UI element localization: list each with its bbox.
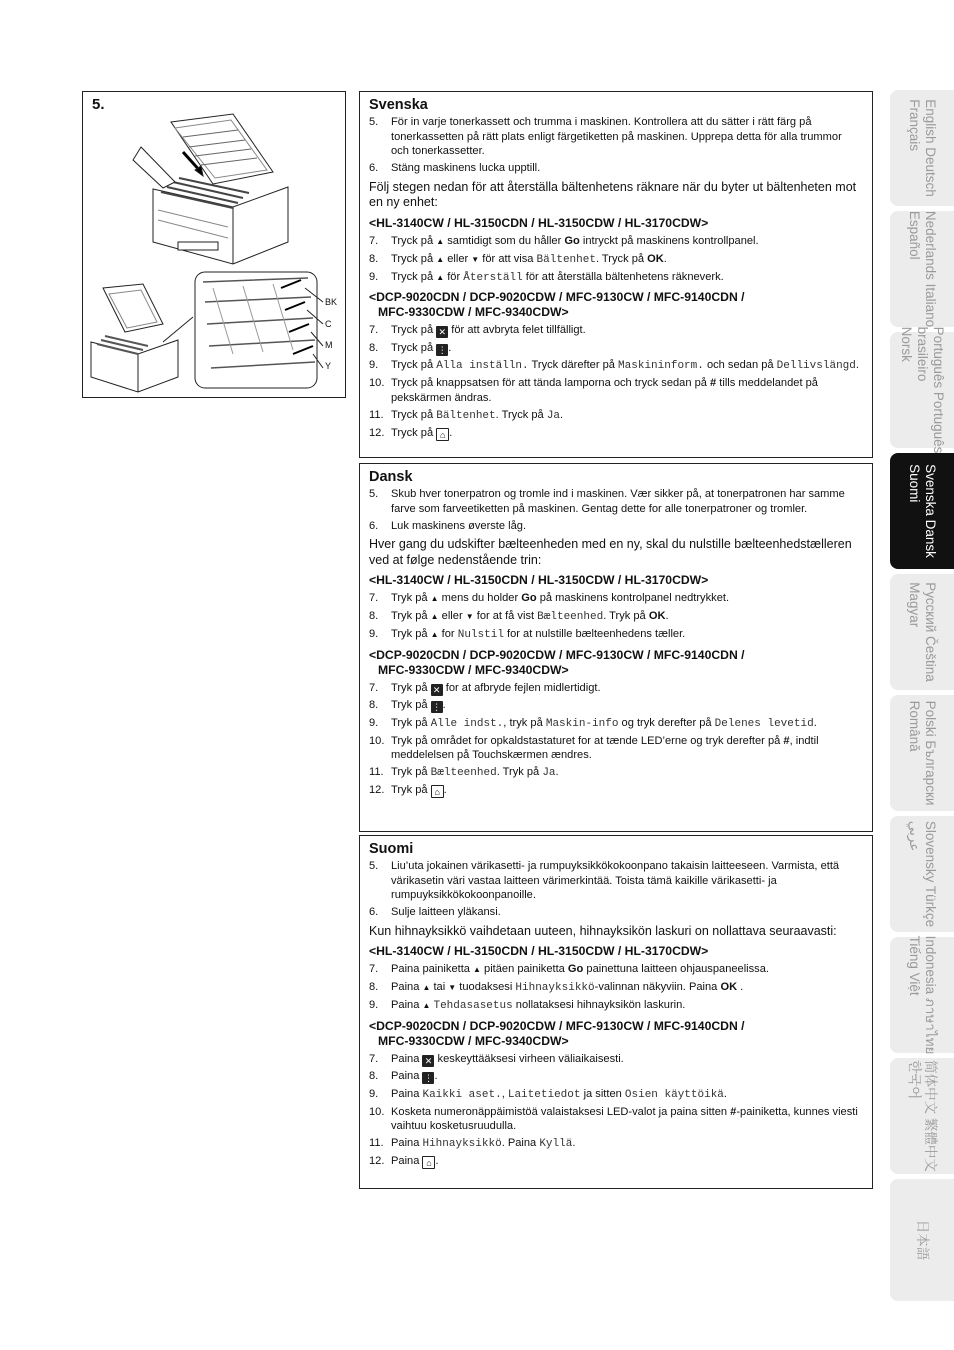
language-tab-label (906, 99, 938, 197)
step-text: for at afbryde fejlen midlertidigt. (442, 681, 601, 694)
step-number: 12. (369, 784, 385, 796)
step-number: 7. (369, 1052, 379, 1065)
language-tab[interactable] (890, 326, 954, 454)
step-number: 7. (369, 592, 379, 604)
language-tab[interactable] (890, 937, 954, 1053)
step-number: 10. (369, 377, 385, 389)
menu-key-icon: ⋮ (432, 702, 442, 712)
lcd-text: Maskininform. (618, 360, 704, 372)
step-bold: OK (648, 610, 666, 622)
step-list (369, 1052, 862, 1170)
down-arrow-icon: ▼ (465, 612, 474, 621)
model-line: MFC-9330CDW / MFC-9340CDW> (378, 662, 569, 677)
step-number: 9. (369, 999, 379, 1011)
up-arrow-icon: ▲ (430, 612, 439, 621)
step-text: , tryk på (503, 716, 546, 729)
up-arrow-icon: ▲ (430, 594, 439, 603)
lcd-text: Bältenhet (436, 409, 496, 422)
language-tab[interactable] (890, 1058, 954, 1174)
step-bold: Go (564, 234, 580, 247)
model-heading-hl: <HL-3140CW / HL-3150CDN / HL-3150CDW / HL-3170CDW> (369, 215, 709, 230)
step-text: . (560, 408, 564, 421)
language-tab[interactable] (890, 695, 954, 811)
up-arrow-icon: ▲ (436, 236, 445, 246)
model-line: MFC-9330CDW / MFC-9340CDW> (378, 305, 569, 319)
up-arrow-icon: ▲ (422, 1001, 431, 1010)
step-item (369, 358, 862, 374)
step-text: för att visa (479, 252, 537, 265)
step-text: . Tryk på (496, 766, 543, 778)
step-item (369, 716, 862, 732)
step-bold: Go (521, 592, 537, 604)
step-item (369, 426, 862, 441)
cancel-key-icon: ✕ (422, 1055, 434, 1067)
step-item (369, 1154, 862, 1169)
language-name: Svenska Dansk (923, 464, 938, 558)
step-text: Tryk på (391, 628, 431, 640)
language-name: Nederlands Italiano (923, 210, 938, 328)
step-list (369, 323, 862, 441)
step-item (369, 323, 862, 338)
language-tab[interactable] (890, 1179, 954, 1301)
language-name: Norsk (899, 326, 914, 362)
menu-key-icon: ⋮ (423, 1073, 433, 1083)
down-arrow-icon: ▼ (448, 983, 457, 992)
step-text: Tryck på (391, 234, 437, 247)
step-text: Tryk på området for opkaldstastaturet for at tænde LED’erne og tryk derefter på (391, 734, 784, 747)
section-title: Dansk (369, 469, 413, 485)
step-text: för (444, 270, 464, 283)
section-dansk (359, 463, 873, 832)
model-heading-hl: <HL-3140CW / HL-3150CDN / HL-3150CDW / HL-3170CDW> (369, 573, 709, 587)
lcd-text: Delenes levetid (714, 717, 814, 730)
step-text: for (438, 628, 458, 640)
step-text: . (555, 766, 559, 778)
step-text: För in varje tonerkassett och trumma i maskinen. Kontrollera att du sätter i rätt färg på tonerkassetten på rätt plats enligt färgetiketten på maskinen. Upprepa detta för alla trummor och tonerkassetter. (391, 116, 842, 157)
up-arrow-icon: ▲ (436, 272, 445, 282)
step-text: Stäng maskinens lucka upptill. (391, 162, 541, 174)
language-tab-label (906, 701, 938, 806)
callout-y: Y (325, 361, 332, 371)
cancel-key-icon: ✕ (431, 684, 443, 696)
callout-bk: BK (325, 297, 338, 307)
step-bold: Go (567, 963, 584, 975)
home-key-icon: ⌂ (431, 785, 444, 798)
step-item (369, 519, 862, 534)
step-text: tai (430, 981, 449, 993)
step-text: Tryck därefter på (528, 359, 619, 371)
up-arrow-icon: ▲ (436, 254, 445, 264)
step-text: Luk maskinens øverste låg. (391, 519, 527, 532)
lcd-text: Kaikki aset. (422, 1088, 502, 1101)
step-text: Tryck på (391, 426, 437, 439)
step-item (369, 234, 862, 250)
step-item (369, 376, 862, 405)
step-text: Paina (391, 1155, 423, 1167)
step-text: Paina painiketta (391, 963, 474, 975)
step-number: 11. (369, 1137, 384, 1149)
intro-paragraph: Hver gang du udskifter bælteenheden med en ny, skal du nulstille bælteenhedstælleren ved at følge nedenstående trin: (369, 537, 852, 567)
step-text: Paina (391, 1052, 423, 1065)
step-list (369, 591, 862, 643)
language-tab-label (914, 1220, 930, 1261)
language-name: Français (907, 99, 922, 151)
step-text: . (663, 252, 667, 265)
step-item (369, 341, 862, 356)
language-name: عربي (907, 820, 922, 852)
step-text: Paina (391, 999, 423, 1011)
step-item (369, 905, 862, 920)
step-text: Tryck på (391, 341, 437, 354)
language-tab-label (906, 936, 938, 1055)
step-text: , (501, 1087, 508, 1100)
step-bold: # (783, 734, 790, 747)
step-text: för att avbryta felet tillfälligt. (448, 324, 586, 336)
step-number: 8. (369, 699, 379, 711)
language-name: Indonesia ภาษาไทย (923, 935, 938, 1055)
language-name: 日本語 (915, 1219, 930, 1261)
step-text: samtidigt som du håller (444, 234, 565, 247)
step-text: Liu’uta jokainen värikasetti- ja rumpuyksikkökokoonpano takaisin laitteeseen. Varmista, että värikasetin väri vastaa laitteen värimerkintää. Toista tämä kaikille värikasetti- ja rumpuyksikkökokoonpanoille. (391, 860, 840, 901)
step-text: pitäen painiketta (480, 963, 568, 975)
step-item (369, 765, 862, 781)
lcd-text: Bælteenhed (430, 767, 497, 779)
lcd-text: Nulstil (457, 629, 504, 641)
step-item (369, 627, 862, 643)
language-tab[interactable] (890, 453, 954, 569)
step-text: . (449, 426, 453, 439)
step-list (369, 681, 862, 799)
step-bold: OK (720, 981, 738, 993)
step-bold: # (730, 1105, 737, 1118)
language-tab[interactable] (890, 90, 954, 206)
step-number: 12. (369, 426, 385, 439)
language-name: 한국어 (907, 1060, 922, 1100)
step-number: 8. (369, 1070, 379, 1082)
step-number: 5. (369, 488, 379, 500)
language-name: Suomi (907, 464, 922, 503)
step-text: Tryck på knappsatsen för att tända lamporna och tryck sedan på (391, 377, 711, 389)
step-number: 12. (369, 1155, 385, 1167)
language-tab-label (906, 211, 938, 327)
step-text: . (442, 699, 446, 711)
step-text: . (855, 359, 859, 371)
language-tab[interactable] (890, 574, 954, 690)
model-line: MFC-9330CDW / MFC-9340CDW> (378, 1033, 569, 1048)
step-figure (82, 91, 346, 398)
step-number: 7. (369, 234, 379, 247)
step-number: 6. (369, 906, 379, 918)
step-text: -valinnan näkyviin. Paina (594, 981, 721, 993)
step-item (369, 783, 862, 798)
step-number: 10. (369, 734, 385, 747)
language-name: 简体中文 繁體中文 (923, 1060, 938, 1172)
step-number: 9. (369, 270, 379, 283)
step-number: 5. (369, 860, 379, 872)
lcd-text: Alle indst. (430, 717, 504, 730)
step-number: 8. (369, 252, 379, 265)
language-tab[interactable] (890, 211, 954, 327)
step-text: painettuna laitteen ohjauspaneelissa. (583, 963, 769, 975)
lcd-text: Osien käyttöikä (624, 1088, 724, 1101)
language-tab[interactable] (890, 816, 954, 932)
language-name: English Deutsch (923, 99, 938, 197)
step-text: , indtil meddelelsen på Touchskærmen ændres. (391, 734, 819, 761)
step-text: -painiketta, kunnes viesti vaihtuu kosketusruudulla. (391, 1105, 858, 1132)
step-text: Tryk på (391, 681, 431, 694)
lcd-text: Maskin-info (545, 717, 619, 730)
callout-c: C (325, 319, 332, 329)
model-heading-hl: <HL-3140CW / HL-3150CDN / HL-3150CDW / HL-3170CDW> (369, 944, 709, 958)
language-tab-label (906, 582, 938, 682)
step-text: nollataksesi hihnayksikön laskurin. (512, 999, 686, 1011)
lcd-text: Kyllä (539, 1138, 573, 1150)
step-text: . (723, 1087, 728, 1100)
model-line: <DCP-9020CDN / DCP-9020CDW / MFC-9130CW / MFC-9140CDN / (369, 1018, 745, 1033)
lcd-text: Tehdasasetus (433, 1000, 513, 1012)
step-text: och sedan på (703, 359, 777, 371)
section-suomi (359, 835, 873, 1189)
step-item (369, 734, 862, 763)
model-heading-dcp (369, 1019, 862, 1049)
step-number: 11. (369, 408, 384, 421)
language-name: Español (907, 210, 922, 260)
step-text: . (813, 716, 817, 729)
step-text: . (572, 1137, 576, 1149)
step-item (369, 998, 862, 1014)
step-number: 5. (369, 116, 379, 128)
step-text: Tryck på (391, 324, 437, 336)
model-heading-dcp (369, 648, 862, 678)
step-item (369, 270, 862, 286)
step-text: . Paina (501, 1137, 540, 1149)
down-arrow-icon: ▼ (471, 254, 480, 264)
step-text: . (665, 610, 669, 622)
step-text: for at få vist (473, 610, 538, 622)
lcd-text: Dellivslängd (776, 360, 856, 372)
section-title: Svenska (369, 97, 428, 113)
step-number: 7. (369, 681, 379, 694)
language-name: Slovensky Türkçe (923, 820, 938, 928)
step-text: Sulje laitteen yläkansi. (391, 906, 501, 918)
step-text: Tryk på (391, 716, 431, 729)
step-text: eller (444, 252, 472, 265)
step-text: mens du holder (438, 592, 522, 604)
language-tab-label (898, 327, 946, 454)
language-name: Русский Čeština (923, 582, 938, 682)
lcd-text: Bältenhet (536, 253, 596, 266)
step-text: Tryck på (391, 252, 437, 265)
step-text: eller (438, 610, 466, 622)
step-text: . Tryk på (603, 610, 649, 622)
model-line: <DCP-9020CDN / DCP-9020CDW / MFC-9130CW / MFC-9140CDN / (369, 290, 745, 304)
step-bold: OK (647, 252, 664, 265)
step-item (369, 115, 862, 159)
up-arrow-icon: ▲ (473, 965, 481, 974)
step-item (369, 1087, 862, 1103)
language-tab-label (906, 821, 938, 927)
printer-illustration (83, 92, 347, 399)
language-name: Română (907, 700, 922, 752)
language-name: Português Português (931, 326, 946, 454)
step-item (369, 591, 862, 607)
step-text: Paina (391, 1070, 423, 1082)
figure-step-number: 5. (92, 96, 105, 113)
step-item (369, 161, 862, 176)
step-text: tuodaksesi (456, 981, 516, 993)
step-item (369, 487, 862, 516)
language-name: brasileiro (915, 326, 930, 382)
step-text: . Tryck på (495, 408, 547, 421)
step-number: 8. (369, 610, 379, 622)
step-item (369, 1136, 862, 1152)
step-number: 8. (369, 981, 379, 993)
lcd-text: Alla inställn. (436, 360, 529, 372)
language-name: Magyar (907, 582, 922, 628)
step-list (369, 487, 862, 533)
step-text: intryckt på maskinens kontrollpanel. (579, 234, 759, 247)
step-number: 7. (369, 963, 379, 975)
lcd-text: Återställ (463, 271, 523, 284)
step-item (369, 859, 862, 903)
step-list (369, 962, 862, 1014)
step-number: 9. (369, 359, 379, 371)
step-text: Tryk på (391, 610, 431, 622)
step-item (369, 408, 862, 424)
step-text: ja sitten (580, 1087, 625, 1100)
lcd-text: Hihnayksikkö (515, 982, 595, 994)
step-text: . Tryck på (595, 252, 648, 265)
step-number: 11. (369, 766, 384, 778)
lcd-text: Hihnayksikkö (422, 1138, 502, 1150)
step-text: Tryk på (391, 766, 431, 778)
step-list (369, 859, 862, 920)
step-text: Tryck på (391, 270, 437, 283)
intro-paragraph: Kun hihnayksikkö vaihdetaan uuteen, hihnayksikön laskuri on nollattava seuraavasti: (369, 923, 837, 938)
step-number: 8. (369, 341, 379, 354)
step-item (369, 252, 862, 268)
step-text: . (435, 1155, 439, 1167)
cancel-key-icon: ✕ (436, 326, 448, 338)
step-number: 6. (369, 162, 379, 174)
step-text: Paina (391, 1137, 423, 1149)
step-bold: # (710, 377, 717, 389)
step-text: Tryk på (391, 592, 431, 604)
step-text: Tryk på (391, 784, 431, 796)
step-text: . (448, 341, 452, 354)
step-number: 6. (369, 519, 379, 532)
step-text: Tryk på (391, 699, 431, 711)
step-text: . (443, 784, 447, 796)
step-text: Kosketa numeronäppäimistöä valaistaksesi LED-valot ja paina sitten (391, 1105, 731, 1118)
language-tab-label (906, 1060, 938, 1172)
menu-key-icon: ⋮ (437, 344, 447, 355)
lcd-text: Laitetiedot (507, 1088, 581, 1101)
lcd-text: Ja (542, 767, 556, 779)
step-text: og tryk derefter på (618, 716, 715, 729)
language-tab-label (906, 464, 938, 558)
step-text: . (737, 981, 744, 993)
step-text: Paina (391, 981, 423, 993)
step-number: 7. (369, 324, 379, 336)
section-title: Suomi (369, 841, 414, 857)
up-arrow-icon: ▲ (422, 983, 431, 992)
lcd-text: Bælteenhed (537, 611, 604, 623)
step-number: 9. (369, 628, 379, 640)
step-list (369, 115, 862, 176)
step-item (369, 1105, 862, 1134)
up-arrow-icon: ▲ (430, 630, 439, 639)
step-item (369, 962, 862, 978)
step-item (369, 609, 862, 625)
step-text: Paina (391, 1087, 423, 1100)
step-text: . (434, 1070, 438, 1082)
intro-paragraph: Följ stegen nedan för att återställa bältenhetens räknare när du byter ut bältenheten mot en ny enhet: (369, 179, 857, 209)
lcd-text: Ja (546, 409, 561, 422)
step-item (369, 980, 862, 996)
step-text: for at nulstille bælteenhedens tæller. (503, 628, 686, 640)
step-text: för att återställa bältenhetens räkneverk. (522, 270, 724, 283)
step-item (369, 681, 862, 696)
section-svenska (359, 91, 873, 458)
step-text: på maskinens kontrolpanel nedtrykket. (536, 592, 730, 604)
model-heading-dcp (369, 290, 862, 320)
step-text: Skub hver tonerpatron og tromle ind i maskinen. Vær sikker på, at tonerpatronen har samme farve som farveetiketten på maskinen. Gentag dette for alle tonerpatroner og tromler. (391, 488, 845, 515)
step-text: Tryck på (391, 359, 437, 371)
step-list (369, 234, 862, 286)
model-line: <DCP-9020CDN / DCP-9020CDW / MFC-9130CW / MFC-9140CDN / (369, 647, 745, 662)
callout-m: M (325, 340, 333, 350)
step-number: 9. (369, 1087, 379, 1100)
step-item (369, 1052, 862, 1067)
step-number: 9. (369, 716, 379, 729)
step-item (369, 698, 862, 713)
step-text: keskeyttääksesi virheen väliaikaisesti. (434, 1052, 624, 1065)
step-text: Tryck på (391, 408, 437, 421)
home-key-icon: ⌂ (436, 428, 449, 441)
step-number: 10. (369, 1105, 385, 1118)
home-key-icon: ⌂ (422, 1156, 435, 1169)
step-text: tills meddelandet på pekskärmen ändras. (391, 377, 818, 404)
language-name: Tiếng Việt (907, 935, 922, 996)
step-item (369, 1069, 862, 1084)
language-name: Polski Български (923, 700, 938, 806)
